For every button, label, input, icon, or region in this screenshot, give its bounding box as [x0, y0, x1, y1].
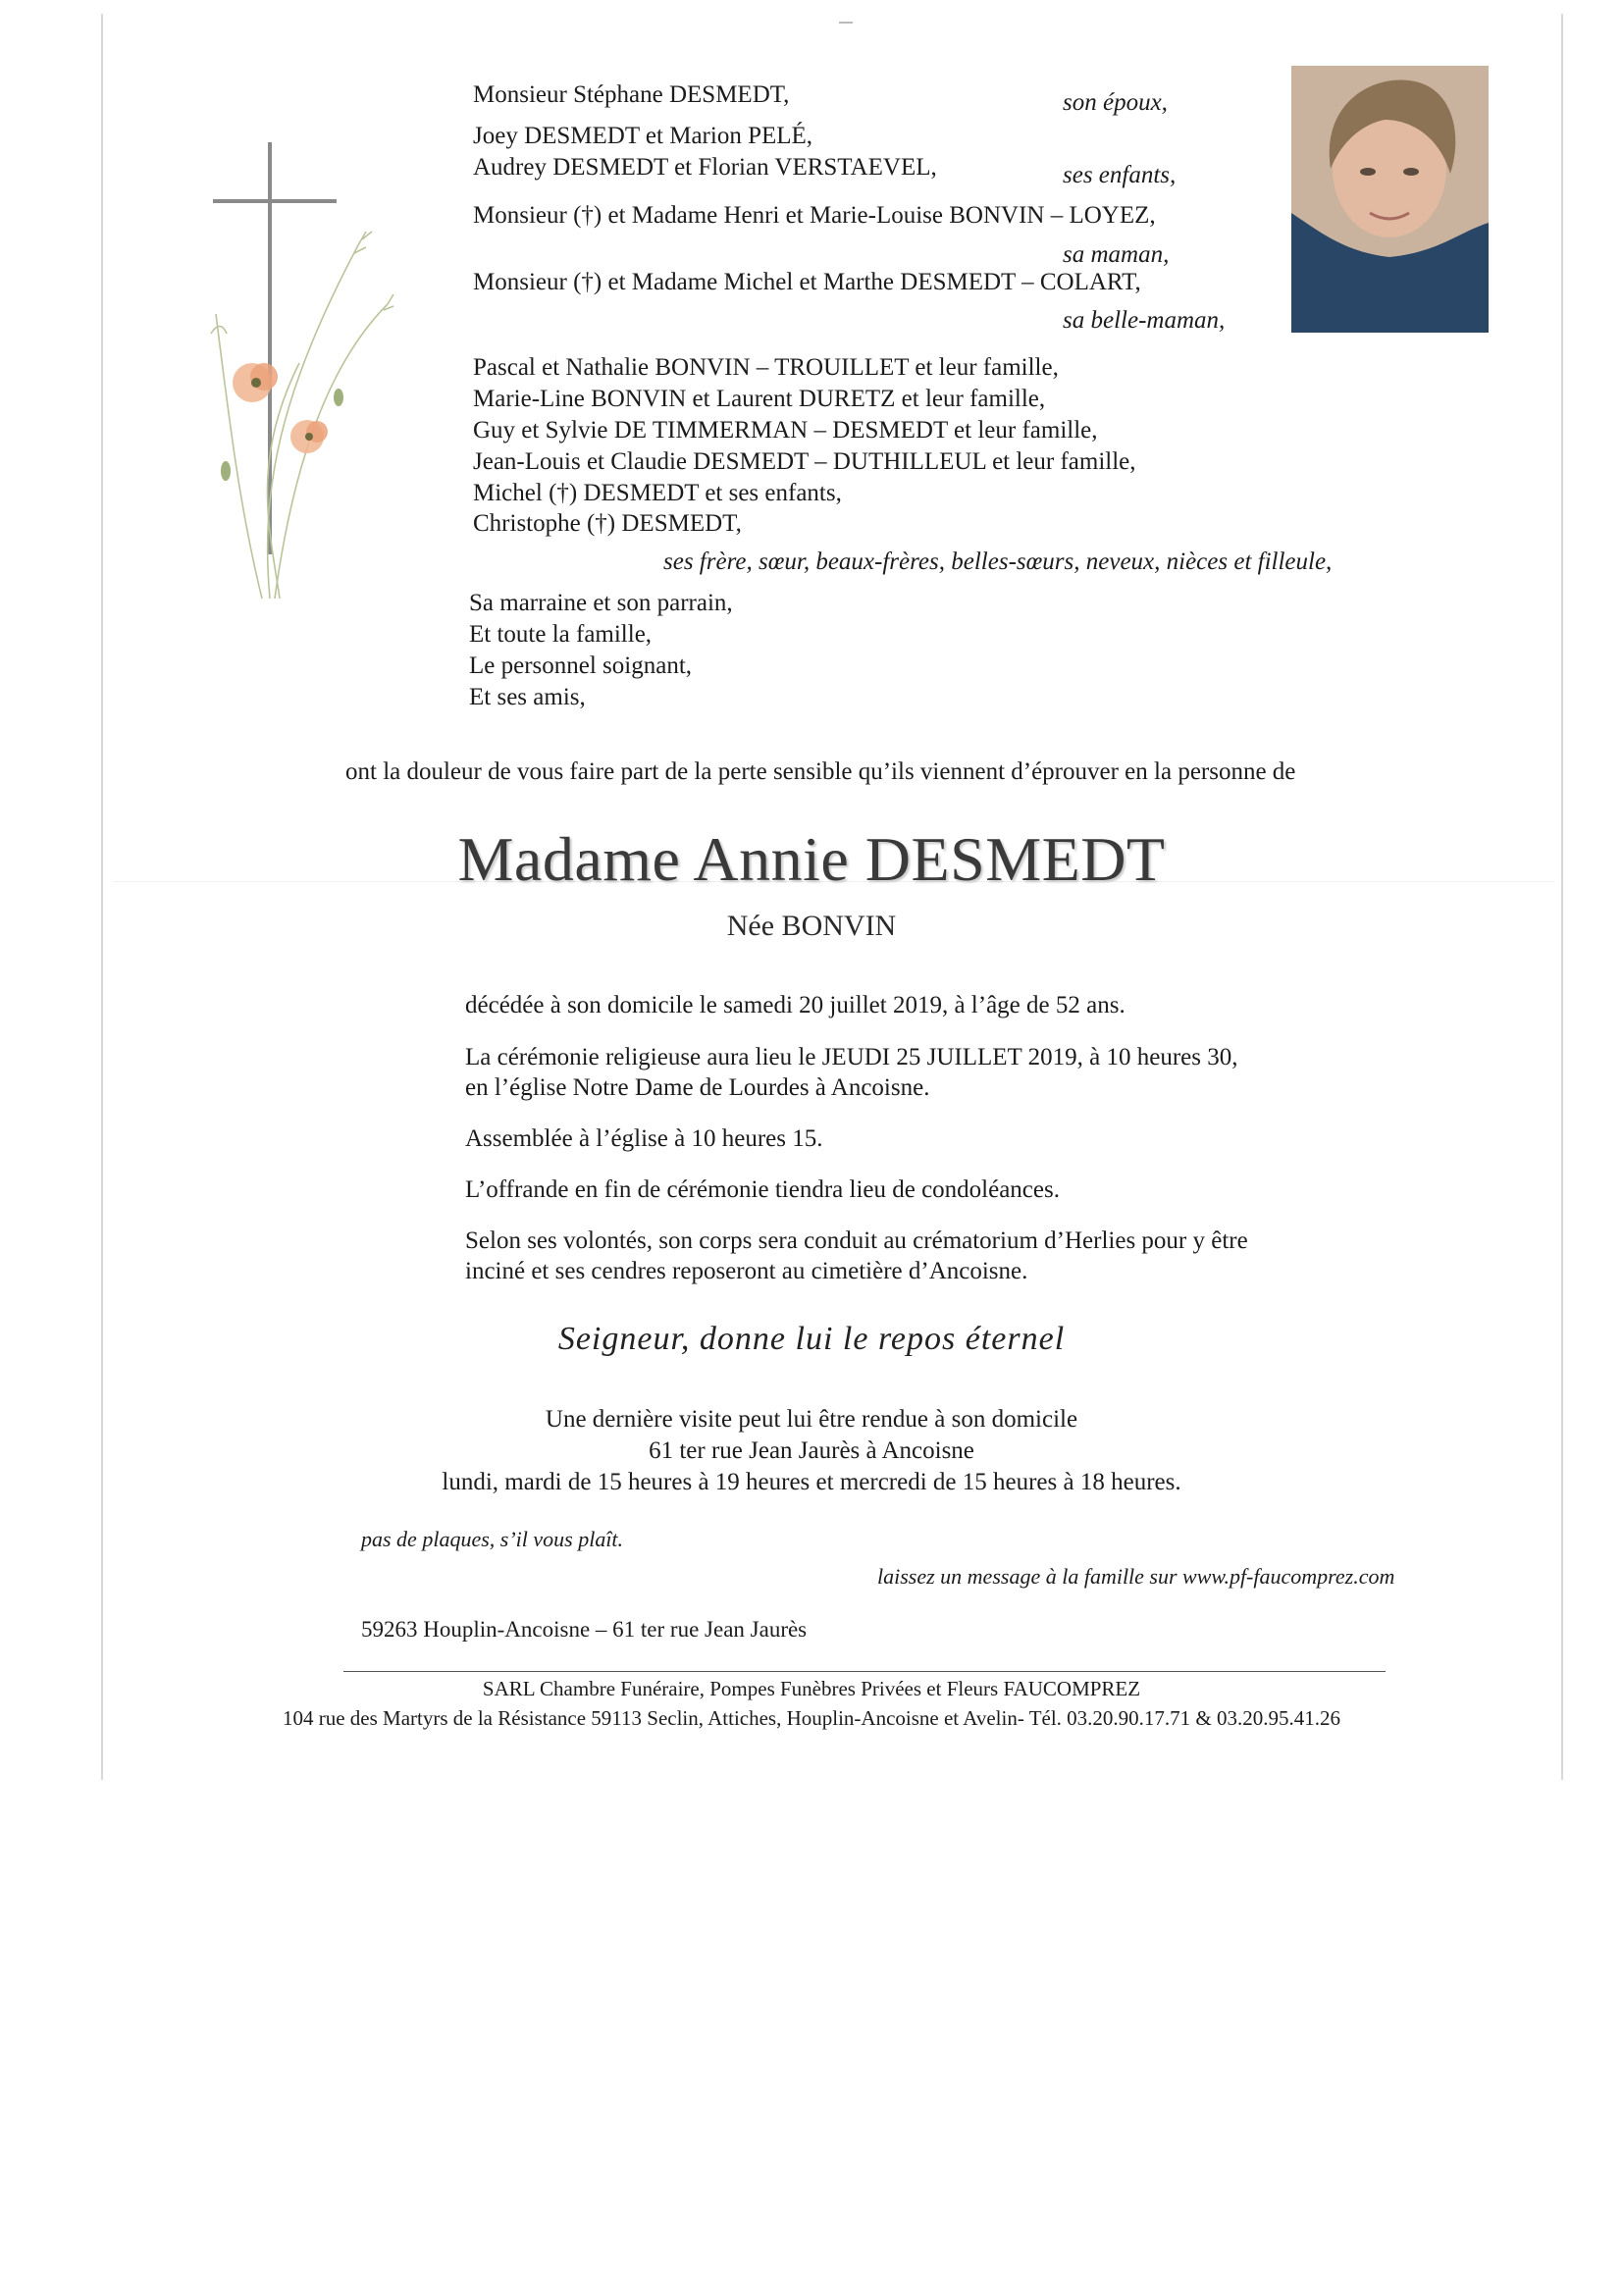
announcement-text: ont la douleur de vous faire part de la perte sensible qu’ils viennent d’éprouver en la personne de [345, 758, 1296, 785]
family-address: 59263 Houplin-Ancoisne – 61 ter rue Jean Jaurès [361, 1617, 808, 1642]
footer-divider [343, 1671, 1386, 1672]
family-line-godparents: Sa marraine et son parrain, [469, 590, 733, 616]
ceremony-line-1: La cérémonie religieuse aura lieu le JEUDI 25 JUILLET 2019, à 10 heures 30, [465, 1044, 1238, 1070]
deceased-name: Madame Annie DESMEDT [457, 824, 1166, 894]
family-line-children-2: Audrey DESMEDT et Florian VERSTAEVEL, [473, 154, 937, 181]
family-line-care-staff: Le personnel soignant, [469, 652, 693, 679]
relation-mother: sa maman, [1063, 241, 1170, 268]
deceased-maiden-name: Née BONVIN [726, 910, 897, 942]
poppy-flower-icon [221, 363, 343, 481]
footer-contact: 104 rue des Martyrs de la Résistance 59113 Seclin, Attiches, Houplin-Ancoisne et Avelin- Tél. 03.20.90.17.71 & 03.20.95.41.26 [282, 1706, 1341, 1730]
no-plaques-note: pas de plaques, s’il vous plaît. [361, 1527, 624, 1551]
relation-mother-in-law: sa belle-maman, [1063, 307, 1226, 334]
family-line-whole-family: Et toute la famille, [469, 621, 653, 648]
family-line-friends: Et ses amis, [469, 684, 586, 710]
family-line-siblings-3: Guy et Sylvie DE TIMMERMAN – DESMEDT et leur famille, [473, 417, 1098, 444]
family-line-siblings-2: Marie-Line BONVIN et Laurent DURETZ et leur famille, [473, 386, 1046, 412]
portrait-photo [1291, 66, 1489, 333]
message-link[interactable]: laissez un message à la famille sur www.pf-faucomprez.com [877, 1564, 1395, 1589]
footer-company: SARL Chambre Funéraire, Pompes Funèbres Privées et Fleurs FAUCOMPREZ [482, 1677, 1141, 1700]
relation-husband: son époux, [1063, 89, 1168, 116]
family-line-siblings-1: Pascal et Nathalie BONVIN – TROUILLET et leur famille, [473, 354, 1059, 381]
family-line-children-1: Joey DESMEDT et Marion PELÉ, [473, 123, 813, 149]
family-line-mother-in-law: Monsieur (†) et Madame Michel et Marthe DESMEDT – COLART, [473, 269, 1141, 295]
wheat-stems-icon [211, 232, 393, 599]
visit-line-1: Une dernière visite peut lui être rendue à son domicile [545, 1406, 1078, 1433]
cross-poppy-illustration [201, 137, 397, 628]
scan-mark [839, 22, 853, 24]
prayer-text: Seigneur, donne lui le repos éternel [557, 1321, 1066, 1357]
offering-note: L’offrande en fin de cérémonie tiendra lieu de condoléances. [465, 1176, 1060, 1203]
cremation-line-2: inciné et ses cendres reposeront au cimetière d’Ancoisne. [465, 1258, 1028, 1284]
visit-line-2: 61 ter rue Jean Jaurès à Ancoisne [649, 1437, 974, 1464]
cross-icon [213, 142, 337, 554]
family-line-siblings-5: Michel (†) DESMEDT et ses enfants, [473, 480, 842, 506]
assembly-time: Assemblée à l’église à 10 heures 15. [465, 1125, 823, 1152]
family-line-siblings-4: Jean-Louis et Claudie DESMEDT – DUTHILLEUL et leur famille, [473, 448, 1136, 475]
family-line-siblings-6: Christophe (†) DESMEDT, [473, 510, 742, 537]
family-line-husband: Monsieur Stéphane DESMEDT, [473, 81, 790, 108]
visit-line-3: lundi, mardi de 15 heures à 19 heures et mercredi de 15 heures à 18 heures. [442, 1469, 1181, 1495]
ceremony-line-2: en l’église Notre Dame de Lourdes à Ancoisne. [465, 1074, 930, 1101]
family-line-mother: Monsieur (†) et Madame Henri et Marie-Louise BONVIN – LOYEZ, [473, 202, 1156, 229]
cremation-line-1: Selon ses volontés, son corps sera conduit au crématorium d’Herlies pour y être [465, 1227, 1248, 1254]
relation-siblings: ses frère, sœur, beaux-frères, belles-sœurs, neveux, nièces et filleule, [663, 548, 1333, 575]
relation-children: ses enfants, [1063, 162, 1177, 188]
death-details: décédée à son domicile le samedi 20 juillet 2019, à l’âge de 52 ans. [465, 992, 1126, 1018]
